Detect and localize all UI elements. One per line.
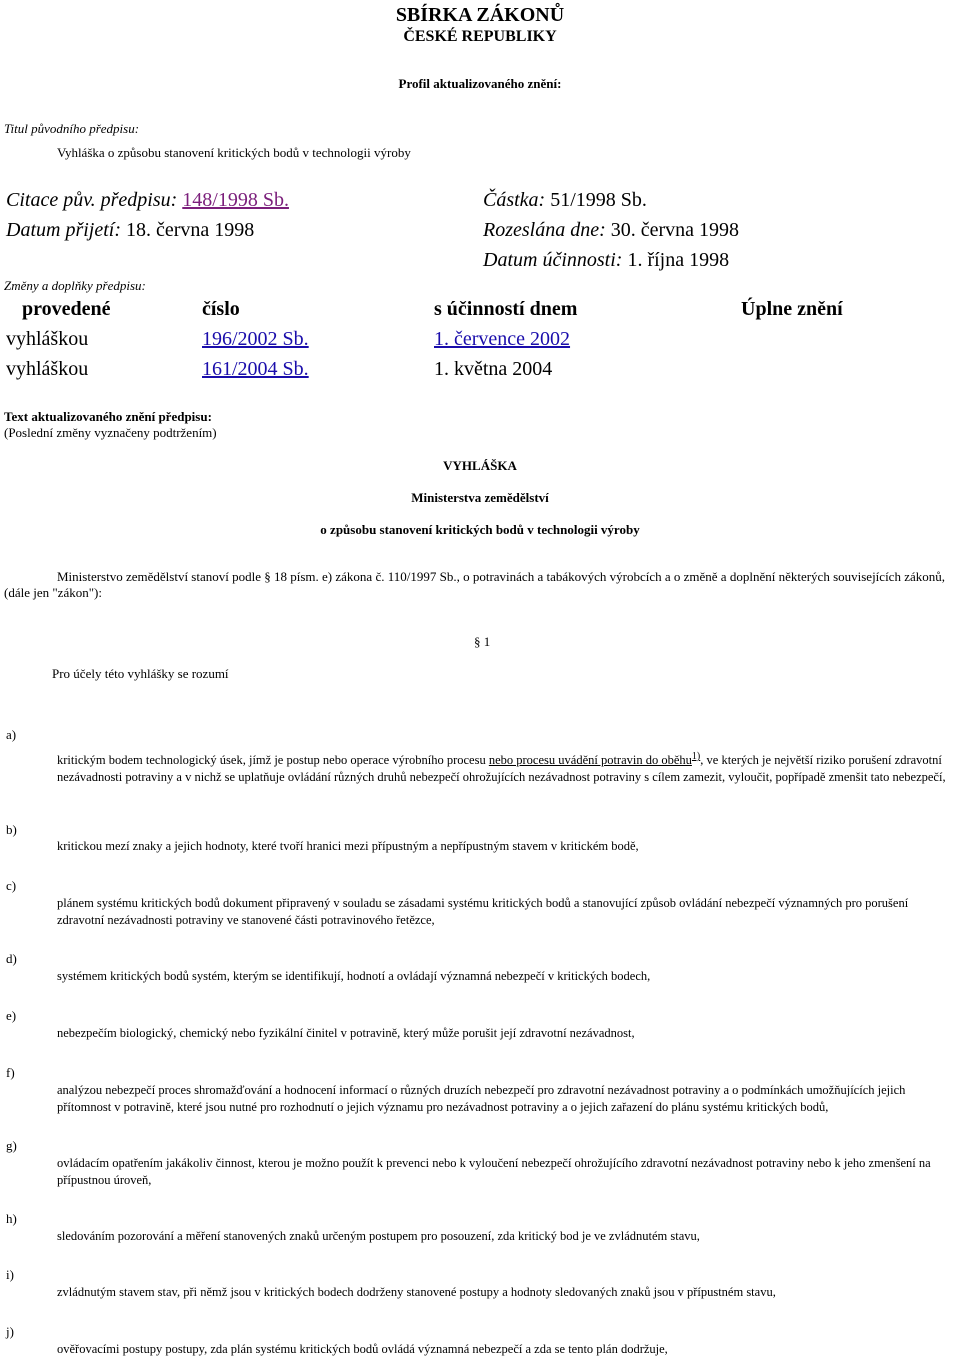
item-c-text: plánem systému kritických bodů dokument připravený v souladu se zásadami systému kritických bodů a stanovující způsob ovládání nebezpečí významných pro porušení zdravotní nezávadnosti potraviny ve stanovené části potravinového řetězce, [57, 896, 909, 927]
changes-header-date: s účinností dnem [434, 298, 578, 320]
item-a-text-part2: , ve kterých je největší riziko porušení zdravotní nezávadnosti potraviny a v nichž se uplatňuje ovládání různých druhů nebezpečí ohrožujících nezávadnost potraviny s cílem zamezit, vyloučit, popřípadě zmenšit tato nebezpečí, [57, 753, 946, 785]
item-b-letter: b) [6, 822, 17, 837]
item-f-text: analýzou nebezpečí proces shromažďování a hodnocení informací o různých druzích nebezpečí pro zdravotní nezávadnost potraviny a o podmínkách umožňujících jejich přítomnost v potravině, které jsou nutné pro rozhodnutí o jejich významu pro nezávadnost potraviny a o jejich zařazení do plánu systému kritických bodů, [57, 1083, 906, 1114]
item-a-text [57, 748, 952, 786]
text-note: (Poslední změny vyznačeny podtržením) [4, 425, 217, 440]
intro-continuation: (dále jen "zákon"): [4, 585, 102, 600]
item-j-text: ověřovacími postupy postupy, zda plán systému kritických bodů ovládá významná nebezpečí a zda se tento plán dodržuje, [57, 1342, 668, 1356]
item-g-text: ovládacím opatřením jakákoliv činnost, kterou je možno použít k prevenci nebo k vyloučení nebezpečí ohrožujícího zdravotní nezávadnost potraviny nebo k jeho zmenšení na přípustnou úroveň, [57, 1156, 931, 1187]
collection-title: SBÍRKA ZÁKONŮ [395, 4, 565, 26]
intro-paragraph [57, 569, 957, 585]
doc-title: VYHLÁŠKA [443, 458, 517, 473]
changes-header-number: číslo [202, 298, 240, 320]
citation-row [6, 189, 289, 212]
changes-label: Změny a doplňky předpisu: [4, 278, 146, 293]
change-row-1-by: vyhláškou [6, 328, 89, 350]
item-g-letter: g) [6, 1138, 17, 1153]
doc-subject: o způsobu stanovení kritických bodů v technologii výroby [320, 522, 640, 537]
item-h-text: sledováním pozorování a měření stanovených znaků určeným postupem pro posouzení, zda kritický bod je ve zvládnutém stavu, [57, 1229, 700, 1243]
item-a-text-part1: kritickým bodem technologický úsek, jímž je postup nebo operace výrobního procesu [57, 753, 489, 768]
changes-header-fulltext: Úplne znění [741, 298, 843, 320]
changes-header-by: provedené [22, 298, 111, 320]
text-label: Text aktualizovaného znění předpisu: [4, 409, 212, 424]
citation-label: Citace pův. předpisu: [6, 189, 178, 211]
original-title-label: Titul původního předpisu: [4, 121, 140, 136]
item-a-text-underlined: nebo procesu uvádění potravin do oběhu [488, 753, 692, 768]
effective-row [483, 249, 729, 272]
effective-label: Datum účinnosti: [483, 249, 623, 271]
intro-section-ref: § 18 písm. e) zákona č. 110/1997 Sb. [264, 569, 457, 584]
accepted-value: 18. června 1998 [126, 219, 255, 241]
doc-ministry: Ministerstva zemědělství [411, 490, 549, 505]
item-f-letter: f) [6, 1065, 15, 1080]
accepted-label: Datum přijetí: [6, 219, 121, 241]
item-i-letter: i) [6, 1267, 14, 1282]
item-d-letter: d) [6, 951, 17, 966]
item-a-footnote-ref[interactable]: 1) [691, 751, 701, 762]
sent-row [483, 219, 739, 242]
item-h-letter: h) [6, 1211, 17, 1226]
intro-text-2: , o potravinách a tabákových výrobcích a o změně a doplnění některých souvisejících zákonů, [456, 569, 945, 584]
item-b-text: kritickou mezí znaky a jejich hodnoty, které tvoří hranici mezi přípustným a nepřípustným stavem v kritickém bodě, [57, 839, 639, 853]
sent-value: 30. června 1998 [610, 219, 740, 241]
original-title: Vyhláška o způsobu stanovení kritických bodů v technologii výroby [57, 145, 411, 160]
sent-label: Rozeslána dne: [483, 219, 606, 241]
effective-value: 1. října 1998 [627, 249, 730, 271]
item-j-letter: j) [6, 1324, 14, 1339]
change-row-2-date: 1. května 2004 [434, 358, 553, 380]
item-c-letter: c) [6, 878, 17, 893]
item-e-text: nebezpečím biologický, chemický nebo fyzikální činitel v potravině, který může porušit její zdravotní nezávadnost, [57, 1026, 635, 1040]
item-a-letter: a) [6, 727, 17, 742]
collection-subtitle: ČESKÉ REPUBLIKY [403, 28, 557, 45]
change-row-2-by: vyhláškou [6, 358, 89, 380]
accepted-row [6, 219, 254, 242]
part-label: Částka: [483, 189, 546, 211]
item-i-text: zvládnutým stavem stav, při němž jsou v kritických bodech dodrženy stanovené postupy a hodnoty sledovaných znaků jsou v přípustném stavu, [57, 1285, 776, 1299]
change-row-1-number-link[interactable]: 196/2002 Sb. [202, 328, 309, 350]
part-row [483, 189, 647, 212]
item-d-text: systémem kritických bodů systém, kterým se identifikují, hodnotí a ovládají významná nebezpečí v kritických bodech, [57, 969, 651, 983]
citation-link[interactable]: 148/1998 Sb. [182, 189, 289, 211]
intro-text-1: Ministerstvo zemědělství stanoví podle [57, 569, 261, 584]
change-row-2-number-link[interactable]: 161/2004 Sb. [202, 358, 309, 380]
section-number: § 1 [474, 634, 491, 649]
section-intro: Pro účely této vyhlášky se rozumí [52, 666, 229, 681]
part-value: 51/1998 Sb. [550, 189, 647, 211]
change-row-1-date-link[interactable]: 1. července 2002 [434, 328, 571, 350]
profile-heading: Profil aktualizovaného znění: [398, 76, 562, 91]
item-e-letter: e) [6, 1008, 17, 1023]
